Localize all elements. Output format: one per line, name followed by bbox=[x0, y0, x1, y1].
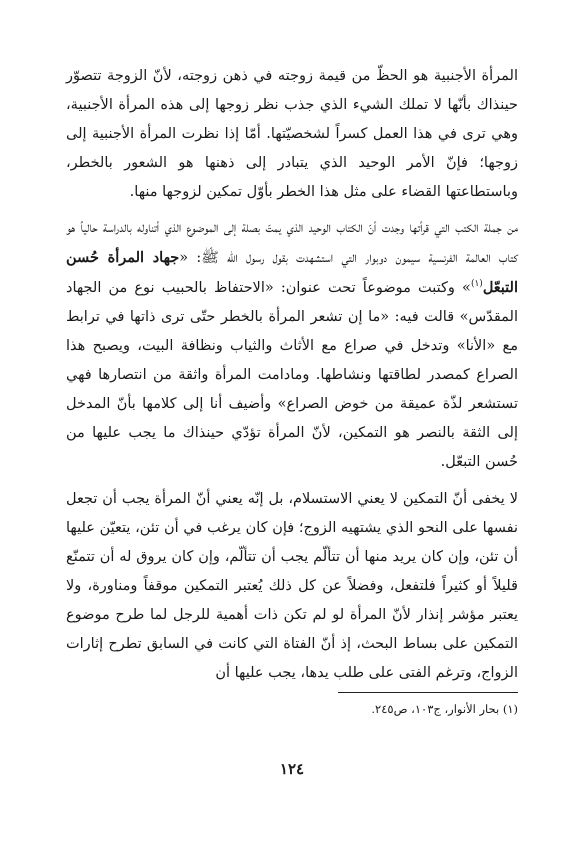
paragraph-2-intro: من جملة الكتب التي قرأتها وجدت أنّ الكتاب الوحيد الذي يمتّ بصلة إلى الموضوع الذي أتناوله بالدراسة حالياً هو كتاب العالمة الفرنسية سيمون دوبوار التي استشهدت بقول رسول الله ﷺ: « bbox=[66, 220, 518, 266]
paragraph-2 bbox=[66, 214, 518, 477]
paragraph-1: المرأة الأجنبية هو الحظّ من قيمة زوجته في ذهن زوجته، لأنّ الزوجة تتصوّر حينذاك بأنّها لا تملك الشيء الذي جذب نظر زوجها إلى هذه المرأة الأجنبية، وهي ترى في هذا العمل كسراً لشخصيّتها. أمّا إذا نظرت المرأة الأجنبية إلى زوجها؛ فإنّ الأمر الوحيد الذي يتبادر إلى ذهنها هو الشعور بالخطر، وباستطاعتها القضاء على مثل هذا الخطر بأوّل تمكين لزوجها منها. bbox=[66, 68, 518, 200]
footnote-separator bbox=[338, 692, 518, 693]
footnote-marker[interactable]: (١) bbox=[470, 279, 483, 290]
page-number: ١٢٤ bbox=[279, 760, 305, 778]
paragraph-3: لا يخفى أنّ التمكين لا يعني الاستسلام، بل إنّه يعني أنّ المرأة يجب أن تجعل نفسها على النحو الذي يشتهيه الزوج؛ فإن كان يرغب في أن تئن، يتعيّن عليها أن تئن، وإن كان يريد منها أن تتألّم يجب أن تتألّم، وإن كان يروق له أن تتمنّع قليلاً أو كثيراً فلتفعل، وفضلاً عن كل ذلك يُعتبر التمكين موقفاً ومناورة، ولا يعتبر مؤشر إنذار لأنّ المرأة لو لم تكن ذات أهمية للرجل لما طرح موضوع التمكين على بساط البحث، إذ أنّ الفتاة التي كانت في السابق تطرح إثارات الزواج، وترغم الفتى على طلب يدها، يجب عليها أن bbox=[66, 491, 518, 681]
hadith-quote: جهاد المرأة حُسن التبعّل bbox=[66, 249, 518, 296]
paragraph-2-body: » وكتبت موضوعاً تحت عنوان: «الاحتفاظ بالحبيب نوع من الجهاد المقدّس» قالت فيه: «ما إن تشعر المرأة بالخطر حتّى ترى ذاتها في ترابط مع «الأنا» وتدخل في صراع مع الأثاث والثياب ونظافة البيت، ويصبح هذا الصراع كمصدر لطاقتها ونشاطها. ومادامت المرأة واثقة من انتصارها فهي تستشعر لذّة عميقة من خوض الصراع» وأضيف أنا إلى كلامها بأنّ المدخل إلى الثقة بالنصر هو التمكين، لأنّ المرأة تؤدّي حينذاك ما يجب عليها من حُسن التبعّل. bbox=[66, 280, 518, 470]
footnote: (١) بحار الأنوار، ج١٠٣، ص٢٤٥. bbox=[371, 702, 518, 716]
